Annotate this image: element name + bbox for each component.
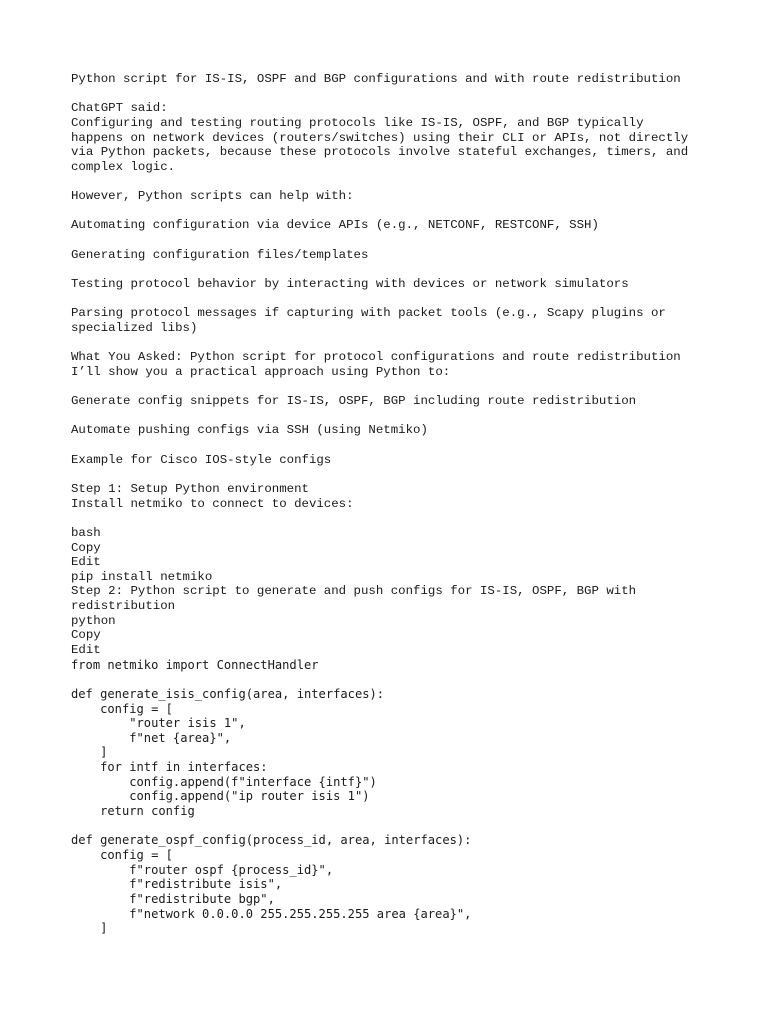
code-line: f"network 0.0.0.0 255.255.255.255 area {area}", bbox=[71, 906, 472, 921]
text-line bbox=[71, 87, 711, 102]
code-line: def generate_isis_config(area, interfaces): bbox=[71, 686, 385, 701]
code-line: f"router ospf {process_id}", bbox=[71, 862, 334, 877]
text-line: pip install netmiko bbox=[71, 569, 213, 584]
code-line: config = [ bbox=[71, 847, 173, 862]
code-line: config.append("ip router isis 1") bbox=[71, 789, 370, 804]
text-line: Edit bbox=[71, 642, 101, 657]
text-line: Configuring and testing routing protocols like IS-IS, OSPF, and BGP typically bbox=[71, 115, 644, 130]
text-line: I’ll show you a practical approach using Python to: bbox=[71, 364, 451, 379]
text-line: complex logic. bbox=[71, 159, 176, 174]
text-line bbox=[71, 204, 711, 219]
text-line bbox=[71, 379, 711, 394]
text-line: Parsing protocol messages if capturing with packet tools (e.g., Scapy plugins or bbox=[71, 306, 666, 321]
text-line bbox=[71, 292, 711, 307]
text-line bbox=[71, 233, 711, 248]
text-line bbox=[71, 262, 711, 277]
text-line: Install netmiko to connect to devices: bbox=[71, 496, 354, 511]
text-line: What You Asked: Python script for protocol configurations and route redistribution bbox=[71, 350, 681, 365]
text-line: Copy bbox=[71, 628, 101, 643]
document-body bbox=[71, 72, 711, 936]
text-line: Copy bbox=[71, 540, 101, 555]
code-line: from netmiko import ConnectHandler bbox=[71, 657, 319, 672]
code-line: for intf in interfaces: bbox=[71, 760, 268, 775]
text-line: Generating configuration files/templates bbox=[71, 247, 369, 262]
text-line: Testing protocol behavior by interacting with devices or network simulators bbox=[71, 276, 629, 291]
text-line bbox=[71, 511, 711, 526]
text-line: Automate pushing configs via SSH (using Netmiko) bbox=[71, 423, 428, 438]
code-line: "router isis 1", bbox=[71, 716, 246, 731]
text-line bbox=[71, 409, 711, 424]
text-line: specialized libs) bbox=[71, 320, 198, 335]
text-line: Example for Cisco IOS-style configs bbox=[71, 452, 332, 467]
text-line bbox=[71, 438, 711, 453]
code-line: ] bbox=[71, 745, 108, 760]
code-line: config.append(f"interface {intf}") bbox=[71, 774, 377, 789]
text-line: Edit bbox=[71, 555, 101, 570]
code-line: f"net {area}", bbox=[71, 730, 232, 745]
text-line: via Python packets, because these protocols involve stateful exchanges, timers, and bbox=[71, 145, 689, 160]
text-line: ChatGPT said: bbox=[71, 101, 168, 116]
code-line: def generate_ospf_config(process_id, area, interfaces): bbox=[71, 833, 472, 848]
text-line bbox=[71, 174, 711, 189]
text-line: python bbox=[71, 613, 116, 628]
text-line: Step 1: Setup Python environment bbox=[71, 481, 309, 496]
code-line: ] bbox=[71, 921, 108, 936]
code-line: f"redistribute bgp", bbox=[71, 891, 275, 906]
text-line: bash bbox=[71, 525, 101, 540]
text-line bbox=[71, 336, 711, 351]
text-line: However, Python scripts can help with: bbox=[71, 189, 354, 204]
text-line: redistribution bbox=[71, 599, 176, 614]
text-line: happens on network devices (routers/switches) using their CLI or APIs, not directly bbox=[71, 130, 689, 145]
code-line: f"redistribute isis", bbox=[71, 877, 283, 892]
text-line: Step 2: Python script to generate and push configs for IS-IS, OSPF, BGP with bbox=[71, 584, 637, 599]
text-line: Generate config snippets for IS-IS, OSPF, BGP including route redistribution bbox=[71, 394, 637, 409]
code-line: config = [ bbox=[71, 701, 173, 716]
code-line bbox=[71, 672, 711, 687]
text-line bbox=[71, 467, 711, 482]
text-line: Python script for IS-IS, OSPF and BGP configurations and with route redistribution bbox=[71, 72, 681, 86]
code-line bbox=[71, 819, 711, 834]
code-line: return config bbox=[71, 804, 195, 819]
text-line: Automating configuration via device APIs (e.g., NETCONF, RESTCONF, SSH) bbox=[71, 218, 599, 233]
